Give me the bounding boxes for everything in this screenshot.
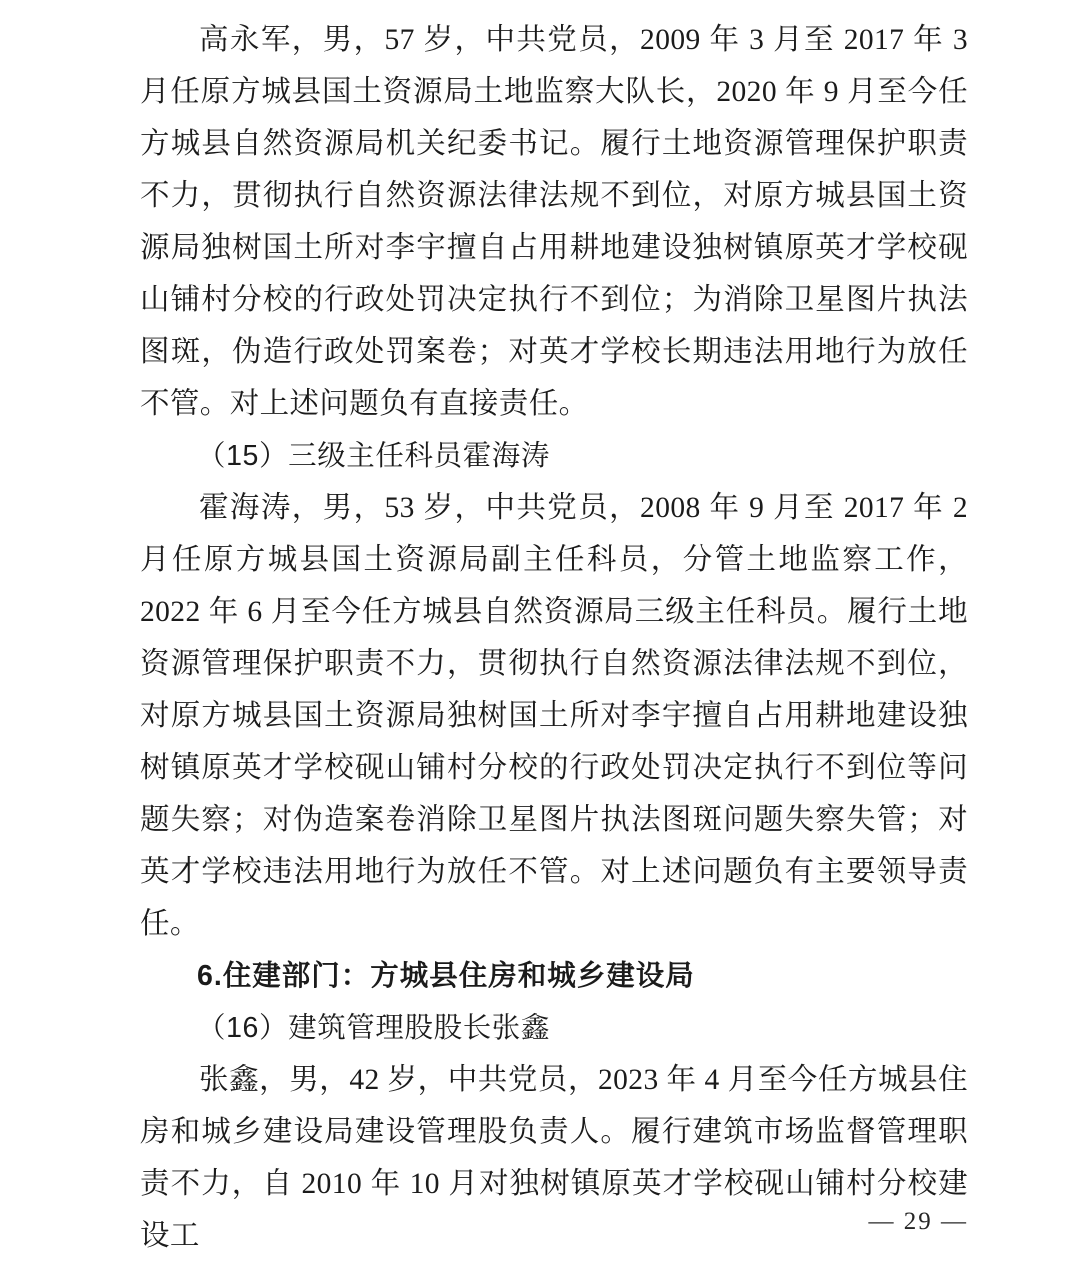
sub-heading-item-16: （16）建筑管理股股长张鑫 — [197, 1012, 551, 1044]
document-body — [140, 14, 968, 1262]
paragraph-zhang-xin: 张鑫，男，42 岁，中共党员，2023 年 4 月至今任方城县住房和城乡建设局建设管理股负责人。履行建筑市场监督管理职责不力，自 2010 年 10 月对独树镇原英才学校砚山铺村分校建设工 — [140, 1064, 968, 1252]
page-number: — 29 — — [868, 1208, 968, 1235]
section-heading-6: 6.住建部门：方城县住房和城乡建设局 — [197, 960, 695, 992]
paragraph-gao-yongjun: 高永军，男，57 岁，中共党员，2009 年 3 月至 2017 年 3 月任原方城县国土资源局土地监察大队长，2020 年 9 月至今任方城县自然资源局机关纪委书记。履行土地资源管理保护职责不力，贯彻执行自然资源法律法规不到位，对原方城县国土资源局独树国土所对李宇擅自占用耕地建设独树镇原英才学校砚山铺村分校的行政处罚决定执行不到位；为消除卫星图片执法图斑，伪造行政处罚案卷；对英才学校长期违法用地行为放任不管。对上述问题负有直接责任。 — [140, 24, 968, 420]
paragraph-huo-haitao: 霍海涛，男，53 岁，中共党员，2008 年 9 月至 2017 年 2 月任原方城县国土资源局副主任科员，分管土地监察工作，2022 年 6 月至今任方城县自然资源局三级主任科员。履行土地资源管理保护职责不力，贯彻执行自然资源法律法规不到位，对原方城县国土资源局独树国土所对李宇擅自占用耕地建设独树镇原英才学校砚山铺村分校的行政处罚决定执行不到位等问题失察；对伪造案卷消除卫星图片执法图斑问题失察失管；对英才学校违法用地行为放任不管。对上述问题负有主要领导责任。 — [140, 492, 968, 940]
sub-heading-item-15: （15）三级主任科员霍海涛 — [197, 440, 551, 472]
